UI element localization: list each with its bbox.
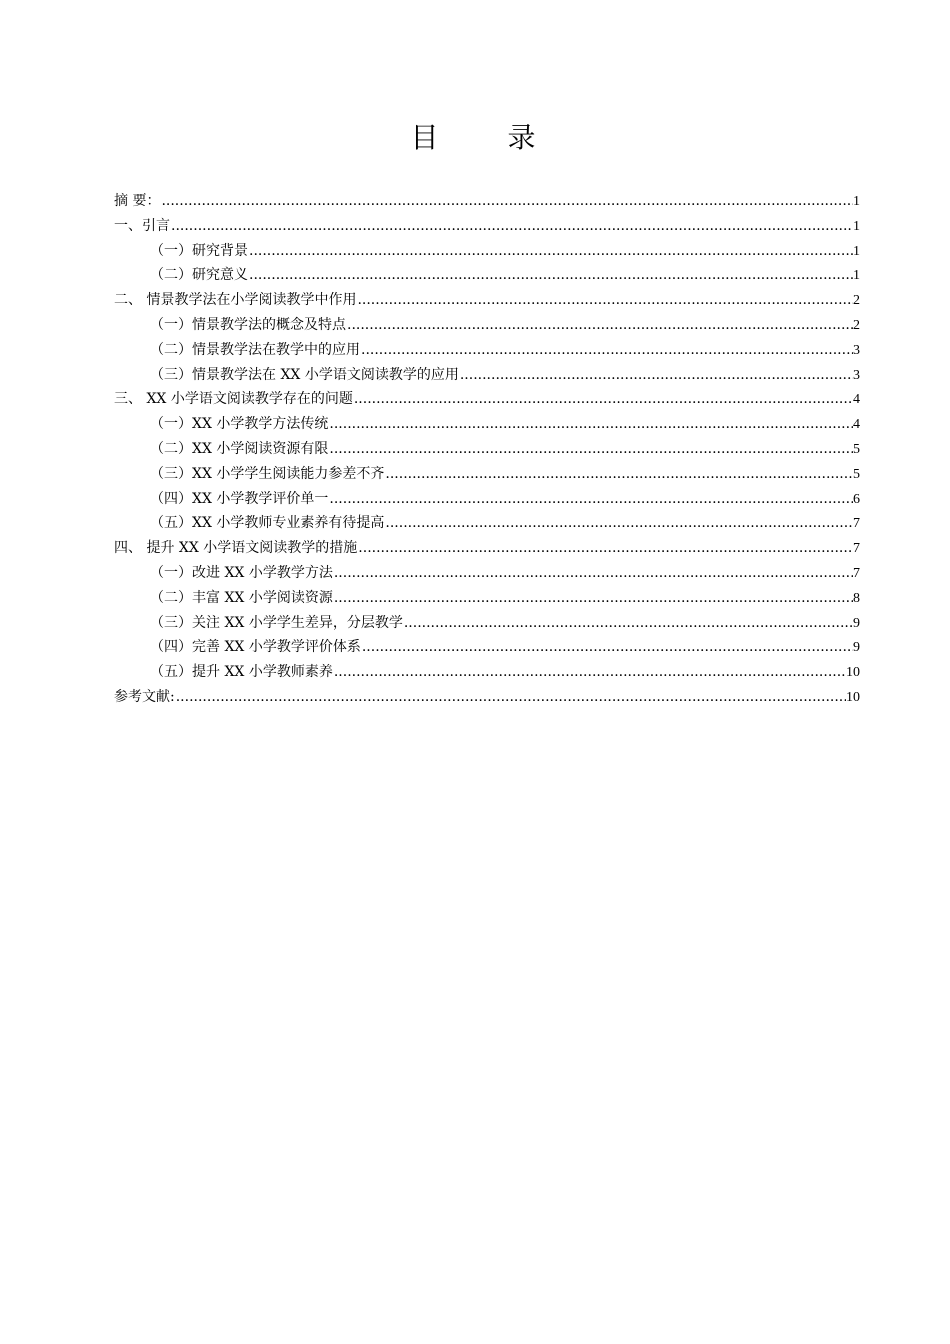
toc-entry-title: 一、引言 bbox=[114, 217, 170, 234]
toc-dot-leader bbox=[404, 611, 853, 636]
toc-dot-leader bbox=[361, 338, 853, 363]
toc-page-number: 5 bbox=[853, 441, 860, 457]
toc-dot-leader bbox=[334, 660, 846, 685]
toc-entry[interactable] bbox=[114, 635, 860, 660]
toc-dot-leader bbox=[161, 189, 853, 214]
toc-page-number: 7 bbox=[853, 541, 860, 557]
toc-page-number: 4 bbox=[853, 417, 860, 433]
toc-dot-leader bbox=[347, 313, 853, 338]
toc-dot-leader bbox=[249, 239, 853, 264]
toc-entry-title: （二）情景教学法在教学中的应用 bbox=[150, 341, 360, 358]
toc-dot-leader bbox=[460, 363, 853, 388]
toc-entry[interactable] bbox=[114, 685, 860, 710]
toc-dot-leader bbox=[329, 412, 853, 437]
toc-page-number: 7 bbox=[853, 516, 860, 532]
toc-page-number: 10 bbox=[846, 689, 860, 705]
toc-entry[interactable] bbox=[114, 387, 860, 412]
toc-entry-title: （一）改进 XX 小学教学方法 bbox=[150, 564, 333, 581]
toc-entry-title: （二）丰富 XX 小学阅读资源 bbox=[150, 589, 333, 606]
toc-entry-title: 三、 XX 小学语文阅读教学存在的问题 bbox=[114, 391, 353, 408]
toc-entry-title: （一）情景教学法的概念及特点 bbox=[150, 316, 346, 333]
toc-entry-title: （二）研究意义 bbox=[150, 267, 248, 284]
toc-entry[interactable] bbox=[114, 561, 860, 586]
toc-page-number: 1 bbox=[853, 194, 860, 209]
toc-entry-title: 四、 提升 XX 小学语文阅读教学的措施 bbox=[114, 540, 358, 557]
toc-dot-leader bbox=[329, 437, 853, 462]
toc-entry-title: （三）情景教学法在 XX 小学语文阅读教学的应用 bbox=[150, 366, 459, 383]
toc-entry-title: （一）XX 小学教学方法传统 bbox=[150, 416, 329, 433]
toc-page-number: 2 bbox=[853, 317, 860, 333]
toc-entry[interactable] bbox=[114, 536, 860, 561]
toc-dot-leader bbox=[171, 214, 853, 239]
toc-entry[interactable] bbox=[114, 338, 860, 363]
toc-entry-title: （三）关注 XX 小学学生差异，分层教学 bbox=[150, 614, 403, 631]
toc-entry-title: 二、 情景教学法在小学阅读教学中作用 bbox=[114, 292, 357, 309]
toc-page-number: 4 bbox=[853, 392, 860, 408]
toc-page-number: 1 bbox=[853, 218, 860, 234]
toc-dot-leader bbox=[357, 288, 853, 313]
toc-entry[interactable] bbox=[114, 263, 860, 288]
toc-entry-title: （二）XX 小学阅读资源有限 bbox=[150, 440, 329, 457]
toc-page-number: 2 bbox=[853, 293, 860, 309]
toc-dot-leader bbox=[358, 536, 853, 561]
toc-dot-leader bbox=[385, 462, 853, 487]
toc-page-number: 9 bbox=[853, 615, 860, 631]
toc-dot-leader bbox=[334, 586, 853, 611]
toc-entry[interactable] bbox=[114, 462, 860, 487]
toc-entry-title: 参考文献: bbox=[114, 688, 175, 705]
toc-page-number: 1 bbox=[853, 268, 860, 284]
toc-dot-leader bbox=[249, 263, 853, 288]
toc-entry[interactable] bbox=[114, 313, 860, 338]
toc-entry-title: （五）XX 小学教师专业素养有待提高 bbox=[150, 515, 385, 532]
toc-page-number: 8 bbox=[853, 590, 860, 606]
toc-entry[interactable] bbox=[114, 239, 860, 264]
toc-entry[interactable] bbox=[114, 437, 860, 462]
toc-entry-title: 摘 要： bbox=[114, 193, 161, 209]
toc-entry[interactable] bbox=[114, 487, 860, 512]
toc-dot-leader bbox=[354, 387, 853, 412]
toc-entry[interactable] bbox=[114, 288, 860, 313]
toc-page-number: 5 bbox=[853, 466, 860, 482]
toc-dot-leader bbox=[385, 511, 853, 536]
toc-entry-title: （五）提升 XX 小学教师素养 bbox=[150, 664, 333, 681]
toc-entry[interactable] bbox=[114, 363, 860, 388]
toc-dot-leader bbox=[362, 635, 853, 660]
toc-entry[interactable] bbox=[114, 611, 860, 636]
toc-dot-leader bbox=[329, 487, 853, 512]
page-title: 目 录 bbox=[410, 121, 566, 154]
toc-dot-leader bbox=[334, 561, 853, 586]
toc-entry[interactable] bbox=[114, 660, 860, 685]
toc-entry-title: （四）XX 小学教学评价单一 bbox=[150, 490, 329, 507]
toc-page-number: 10 bbox=[846, 665, 860, 681]
toc-entry-title: （四）完善 XX 小学教学评价体系 bbox=[150, 639, 361, 656]
toc-page-number: 3 bbox=[853, 342, 860, 358]
toc-page-number: 7 bbox=[853, 565, 860, 581]
toc-entry[interactable] bbox=[114, 412, 860, 437]
toc-page-number: 1 bbox=[853, 243, 860, 259]
toc-page-number: 9 bbox=[853, 640, 860, 656]
table-of-contents bbox=[114, 189, 860, 710]
toc-entry-title: （三）XX 小学学生阅读能力参差不齐 bbox=[150, 465, 385, 482]
toc-page-number: 6 bbox=[853, 491, 860, 507]
toc-entry[interactable] bbox=[114, 586, 860, 611]
toc-entry[interactable] bbox=[114, 214, 860, 239]
toc-entry-title: （一）研究背景 bbox=[150, 242, 248, 259]
toc-page-number: 3 bbox=[853, 367, 860, 383]
toc-entry[interactable] bbox=[114, 511, 860, 536]
toc-entry[interactable] bbox=[114, 189, 860, 214]
toc-dot-leader bbox=[176, 685, 846, 710]
